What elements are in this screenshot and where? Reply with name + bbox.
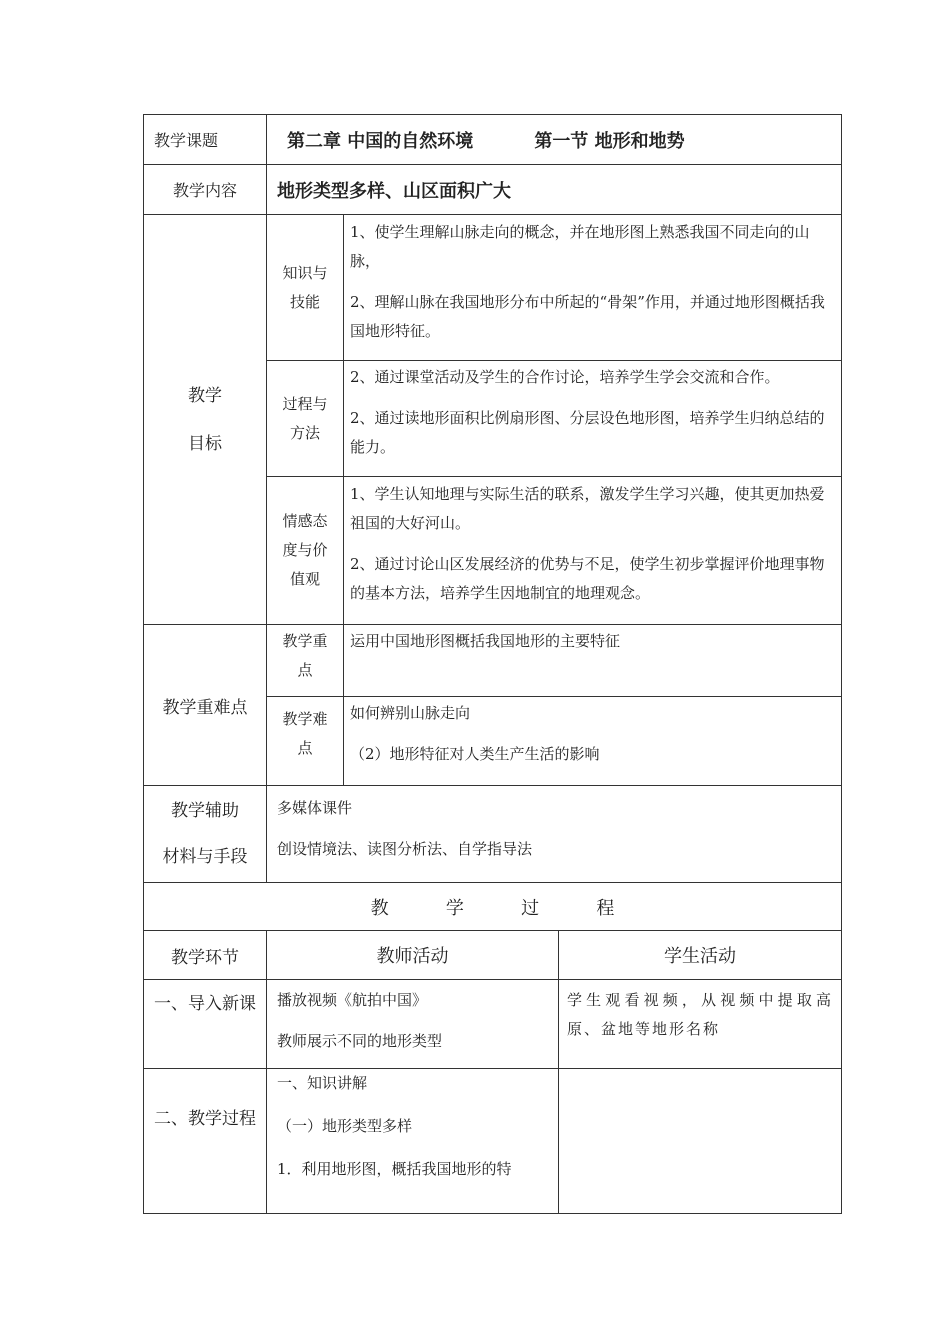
- difficulty-text-2: （2）地形特征对人类生产生活的影响: [350, 745, 600, 763]
- knowledge-text: [344, 215, 842, 361]
- teacher-intro-2: 教师展示不同的地形类型: [277, 1032, 443, 1050]
- teacher-intro-1: 播放视频《航拍中国》: [277, 991, 428, 1009]
- teacher-main-2: （一）地形类型多样: [277, 1117, 413, 1135]
- teacher-main-1: 一、知识讲解: [277, 1074, 368, 1092]
- process-text: [344, 361, 842, 477]
- focus-row: [144, 625, 842, 697]
- process-row-main: [144, 1069, 842, 1214]
- key-points-label: 教学重难点: [144, 625, 267, 786]
- knowledge-item-1: 1、使学生理解山脉走向的概念，并在地形图上熟悉我国不同走向的山脉，: [350, 223, 810, 270]
- stage-intro: 一、导入新课: [144, 980, 267, 1069]
- aids-text-2: 创设情境法、读图分析法、自学指导法: [277, 840, 533, 858]
- difficulty-label: [267, 697, 344, 786]
- aids-text: [267, 786, 842, 883]
- knowledge-label: [267, 215, 344, 361]
- student-main: [559, 1069, 842, 1214]
- col-stage-header: 教学环节: [144, 931, 267, 980]
- process-item-1: 2、通过课堂活动及学生的合作讨论，培养学生学会交流和合作。: [350, 368, 780, 386]
- process-label: [267, 361, 344, 477]
- emotion-item-2: 2、通过讨论山区发展经济的优势与不足，使学生初步掌握评价地理事物的基本方法，培养学生因地制宜的地理观念。: [350, 555, 825, 602]
- emotion-text: [344, 477, 842, 625]
- content-value: 地形类型多样、山区面积广大: [277, 180, 511, 202]
- teacher-intro: [267, 980, 559, 1069]
- aids-row: [144, 786, 842, 883]
- focus-label: [267, 625, 344, 697]
- knowledge-item-2: 2、理解山脉在我国地形分布中所起的“骨架”作用，并通过地形图概括我国地形特征。: [350, 293, 825, 340]
- focus-label-line1: 教学重: [282, 632, 328, 650]
- section-title: 第一节 地形和地势: [534, 130, 685, 152]
- stage-main: 二、教学过程: [144, 1069, 267, 1214]
- emotion-label: [267, 477, 344, 625]
- emotion-item-1: 1、学生认知地理与实际生活的联系，激发学生学习兴趣，使其更加热爱祖国的大好河山。: [350, 485, 825, 532]
- objectives-label: [144, 215, 267, 625]
- objective-knowledge-row: [144, 215, 842, 361]
- difficulty-label-line2: 点: [297, 739, 313, 757]
- topic-row: [144, 115, 842, 165]
- teacher-main: [267, 1069, 559, 1214]
- process-label-line1: 过程与: [282, 394, 328, 413]
- difficulty-text: [344, 697, 842, 786]
- knowledge-label-line2: 技能: [289, 292, 320, 311]
- emotion-label-line1: 情感态: [282, 512, 328, 530]
- process-row-intro: [144, 980, 842, 1069]
- objectives-label-line2: 目标: [188, 433, 222, 454]
- process-title-row: [144, 883, 842, 931]
- objectives-label-line1: 教学: [188, 385, 222, 406]
- emotion-label-line2: 度与价: [282, 541, 328, 559]
- emotion-label-line3: 值观: [289, 570, 320, 588]
- chapter-title: 第二章 中国的自然环境: [287, 130, 474, 152]
- topic-label: 教学课题: [144, 115, 267, 165]
- col-student-header: 学生活动: [559, 931, 842, 980]
- aids-text-1: 多媒体课件: [277, 799, 353, 817]
- content-label: 教学内容: [144, 165, 267, 215]
- content-row: [144, 165, 842, 215]
- process-header-row: [144, 931, 842, 980]
- aids-label-line2: 材料与手段: [162, 847, 248, 867]
- lesson-plan-sheet: [143, 114, 841, 1214]
- process-title: 教 学 过 程: [144, 883, 842, 931]
- topic-value-cell: [267, 115, 842, 165]
- knowledge-label-line1: 知识与: [282, 263, 328, 282]
- student-intro: 学生观看视频，从视频中提取高原、盆地等地形名称: [559, 980, 842, 1069]
- focus-text: 运用中国地形图概括我国地形的主要特征: [344, 625, 842, 697]
- teacher-main-3: 1．利用地形图，概括我国地形的特: [277, 1160, 512, 1178]
- aids-label: [144, 786, 267, 883]
- process-label-line2: 方法: [289, 423, 320, 442]
- col-teacher-header: 教师活动: [267, 931, 559, 980]
- focus-label-line2: 点: [297, 661, 313, 679]
- process-item-2: 2、通过读地形面积比例扇形图、分层设色地形图，培养学生归纳总结的能力。: [350, 409, 825, 456]
- lesson-plan-table: [143, 114, 842, 1214]
- difficulty-text-1: 如何辨别山脉走向: [350, 704, 471, 722]
- difficulty-label-line1: 教学难: [282, 710, 328, 728]
- content-value-cell: [267, 165, 842, 215]
- aids-label-line1: 教学辅助: [171, 801, 239, 821]
